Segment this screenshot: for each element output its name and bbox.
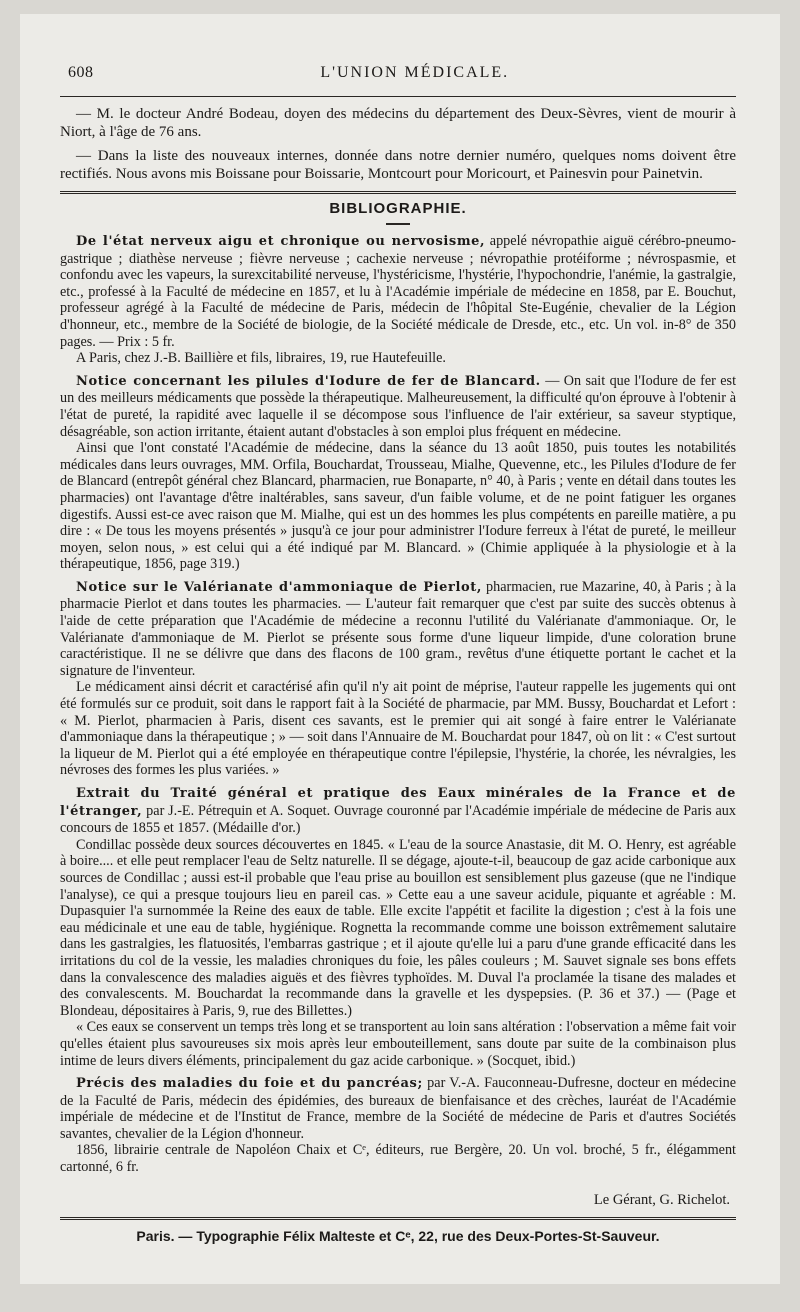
printer-imprint: Paris. — Typographie Félix Malteste et Cᵉ, 22, rue des Deux-Portes-St-Sauveur. bbox=[136, 1227, 660, 1244]
entry-heading: Précis des maladies du foie et du pancréas; bbox=[76, 1076, 423, 1092]
news-item: — M. le docteur André Bodeau, doyen des médecins du département des Deux-Sèvres, vient de mourir à Niort, à l'âge de 76 ans. bbox=[60, 106, 736, 140]
section-divider bbox=[60, 191, 736, 194]
header-rule bbox=[60, 96, 736, 97]
entry-extra: Ainsi que l'ont constaté l'Académie de médecine, dans la séance du 13 août 1850, puis toutes les notabilités médicales dans leurs ouvrages, MM. Orfila, Bouchardat, Trousseau, Mialhe, Quevenne, etc., les Pilules d'Iodure de fer de Blancard (entrepôt général chez Blancard, pharmacien, rue Bonaparte, n° 40, à Paris ; vente en détail dans toutes les pharmacies) ont l'avantage d'être inaltérables, sans saveur, d'un faible volume, et de ne point fatiguer les organes digestifs. Aussi est-ce avec raison que M. Mialhe, qui est un des hommes les plus compétents en pareille matière, a pu dire : « De tous les moyens présentés » jusqu'à ce jour pour administrer l'Iodure ferreux à l'état de pureté, le meilleur moyen, selon nous, » est celui qui a été indiqué par M. Blancard. » (Chimie appliquée à la physiologie et à la thérapeutique, 1856, page 319.) bbox=[60, 440, 736, 573]
entry-body: pharmacien, rue Mazarine, 40, à Paris ; à la pharmacie Pierlot et dans toutes les pharmacies. — L'auteur fait remarquer que c'est par suite des succès obtenus à l'aide de cette préparation que l'Académie de médecine a reconnu l'utilité du Valérianate d'ammoniaque. Or, le Valérianate d'ammoniaque de M. Pierlot se présente sous forme d'une liqueur limpide, d'une coloration brune caractéristique. Il ne se délivre que dans des flacons de 100 gram., revêtus d'une étiquette portant le cachet et la signature de l'inventeur. bbox=[60, 578, 737, 679]
entry-extra: 1856, librairie centrale de Napoléon Chaix et Cᵉ, éditeurs, rue Bergère, 20. Un vol. broché, 5 fr., élégamment cartonné, 6 fr. bbox=[60, 1142, 736, 1176]
page-number: 608 bbox=[68, 64, 94, 81]
running-title: L'UNION MÉDICALE. bbox=[320, 64, 510, 81]
bibliography-entry bbox=[60, 1075, 736, 1176]
page-header bbox=[60, 52, 736, 96]
bibliography-entry bbox=[60, 233, 736, 367]
entry-extra: « Ces eaux se conservent un temps très long et se transportent au loin sans altération : l'observation a même fait voir qu'elles étaient plus savoureuses six mois après leur embouteillement, sans doute par suite de la combinaison plus intime de leurs divers éléments, principalement du gaz acide carbonique. » (Socquet, ibid.) bbox=[60, 1019, 736, 1069]
news-item: — Dans la liste des nouveaux internes, donnée dans notre dernier numéro, quelques noms doivent être rectifiés. Nous avons mis Boissane pour Boissarie, Montcourt pour Moricourt, et Painesvin pour Painetvin. bbox=[60, 148, 736, 182]
entry-body: appelé névropathie aiguë cérébro-pneumo-gastrique ; diathèse nerveuse ; fièvre nerveuse ; cachexie nerveuse ; névropathie protéiforme ; névrospasmie, et confondu avec les vapeurs, la surexcitabilité nerveuse, l'hystéricisme, l'hystérie, l'hypochondrie, l'anémie, la gastralgie, etc., professé à la Faculté de médecine en 1857, et lu à l'Académie impériale de médecine en 1858, par E. Bouchut, professeur agrégé à la Faculté de médecine de Paris, médecin de l'hôpital Ste-Eugénie, chevalier de la Légion d'honneur, etc., membre de la Société de biologie, de la Société médicale de Dresde, etc., etc. Un vol. in-8° de 350 pages. — Prix : 5 fr. bbox=[60, 233, 736, 350]
bibliography-entry bbox=[60, 579, 736, 779]
bibliography-entry bbox=[60, 785, 736, 1069]
entry-heading: Notice sur le Valérianate d'ammoniaque de Pierlot, bbox=[76, 579, 483, 595]
entry-heading: Notice concernant les pilules d'Iodure de fer de Blancard. bbox=[76, 373, 541, 389]
entry-heading: De l'état nerveux aigu et chronique ou nervosisme, bbox=[76, 234, 486, 249]
footer-divider bbox=[60, 1217, 736, 1220]
entry-heading: Extrait du Traité général et pratique des Eaux minérales de la France et de l'étranger, bbox=[60, 786, 736, 819]
bibliography-entry bbox=[60, 373, 736, 573]
entry-extra: Condillac possède deux sources découvertes en 1845. « L'eau de la source Anastasie, dit M. O. Henry, est agréable à boire.... et elle peut remplacer l'eau de Seltz naturelle. Il se dégage, ajoute-t-il, beaucoup de gaz acide carbonique aux sources de Condillac ; aussi est-il probable que l'eau prise au bouillon est sensiblement plus gazeuse (que ne l'indique l'analyse), ce qui a presque toujours lieu en pareil cas. » Cette eau a une saveur acidule, piquante et agréable : M. Dupasquier l'a surnommée la Reine des eaux de table. Elle excite l'appétit et facilite la digestion ; c'est à la fois une eau médicinale et une eau de table, hygiénique. Rognetta la recommande comme une boisson extrêmement salutaire dans les gastralgies, les flatuosités, l'embarras gastrique ; et il ajoute qu'elle lui a paru d'une grande efficacité dans les irritations du col de la vessie, les maladies chroniques du foie, les pâles couleurs ; M. Sauvet signale ses bons effets dans la convalescence des maladies aiguës et des fièvres typhoïdes. M. Duval l'a proclamée la tisane des malades et des convalescents. M. Bouchardat la recommande dans la gravelle et les dyspepsies. (P. 36 et 37.) — (Page et Blondeau, dépositaires à Paris, 9, rue des Billettes.) bbox=[60, 836, 736, 1019]
document-page bbox=[20, 14, 780, 1284]
entry-body: — On sait que l'Iodure de fer est un des meilleurs médicaments que possède la thérapeutique. Malheureusement, la difficulté qu'on éprouve à l'obtenir à l'état de pureté, la rapidité avec laquelle il se décompose sous l'influence de l'air extérieur, sa saveur styptique, désagréable, son action irritante, étaient autant d'obstacles à son emploi plus fréquent en médecine. bbox=[60, 372, 737, 440]
entry-extra: A Paris, chez J.-B. Baillière et fils, libraires, 19, rue Hautefeuille. bbox=[76, 350, 446, 367]
signature: Le Gérant, G. Richelot. bbox=[593, 1191, 730, 1208]
section-title: BIBLIOGRAPHIE. bbox=[329, 200, 467, 217]
title-dash bbox=[386, 223, 410, 225]
entry-body: par V.-A. Fauconneau-Dufresne, docteur en médecine de la Faculté de Paris, médecin des épidémies, des bureaux de bienfaisance et des crèches, lauréat de l'Académie impériale de médecine et de l'Institut de France, membre de la Société de médecine de Paris et d'autres Sociétés savantes, chevalier de la Légion d'honneur. bbox=[60, 1075, 737, 1142]
entry-extra: Le médicament ainsi décrit et caractérisé afin qu'il n'y ait point de méprise, l'auteur rappelle les jugements qui ont été formulés sur ce produit, soit dans le rapport fait à la Société de pharmacie, par MM. Bussy, Bouchardat et Lefort : « M. Pierlot, pharmacien à Paris, disent ces savants, est le premier qui ait songé à faire entrer le Valérianate d'ammoniaque dans la thérapeutique ; » — soit dans l'Annuaire de M. Bouchardat pour 1847, où on lit : « C'est surtout la liqueur de M. Pierlot qui a été employée en thérapeutique contre l'épilepsie, l'hystérie, la chorée, les névralgies, les névroses des formes les plus variées. » bbox=[60, 679, 736, 779]
entry-body: par J.-E. Pétrequin et A. Soquet. Ouvrage couronné par l'Académie impériale de médecine de Paris aux concours de 1855 et 1857. (Médaille d'or.) bbox=[60, 802, 736, 837]
